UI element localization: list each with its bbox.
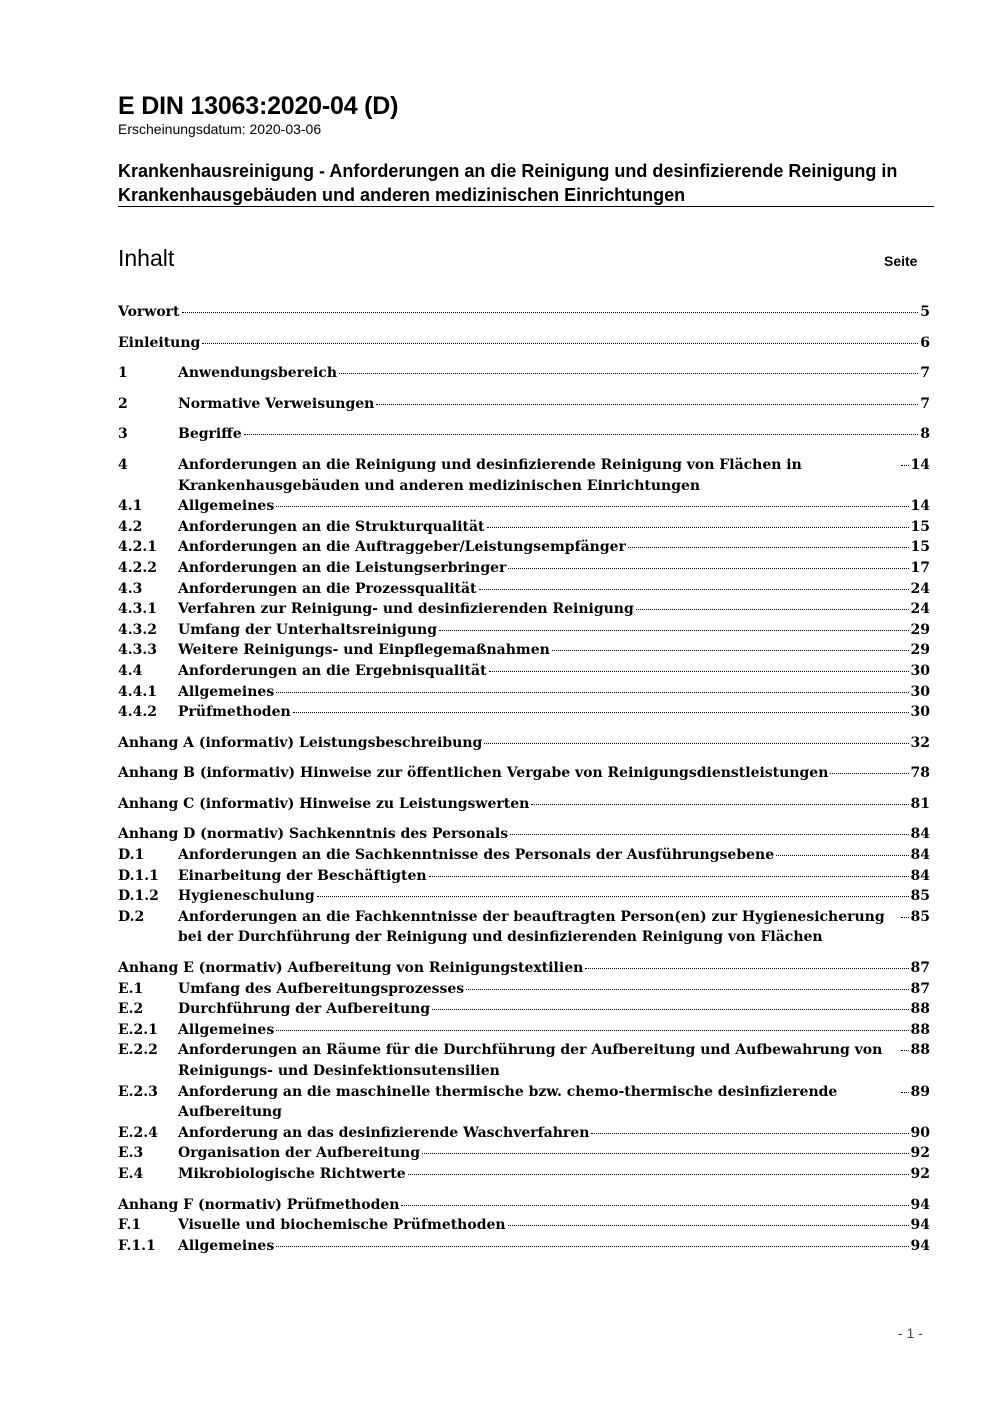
toc-dot-leader (293, 712, 909, 713)
toc-entry-page: 29 (910, 621, 930, 638)
toc-entry-title: Anforderungen an die Fachkenntnisse der beauftragten Person(en) zur Hygienesicherung bei der Durchführung der Reinigung und desinfizierenden Reinigung von Flächen (178, 908, 885, 946)
toc-entry-title: Weitere Reinigungs- und Einpflegemaßnahmen (178, 642, 550, 659)
toc-dot-leader (466, 989, 908, 990)
toc-entry[interactable] (118, 599, 930, 620)
toc-dot-leader (244, 434, 919, 435)
toc-entry-page: 7 (920, 395, 930, 412)
toc-entry[interactable] (118, 999, 930, 1020)
toc-entry-number: D.1.2 (118, 888, 159, 905)
publication-date: Erscheinungsdatum: 2020-03-06 (118, 121, 322, 137)
toc-dot-leader (552, 650, 909, 651)
toc-entry-page: 24 (910, 601, 930, 618)
toc-entry[interactable] (118, 537, 930, 558)
toc-dot-leader (591, 1133, 908, 1134)
toc-entry-page: 8 (920, 426, 930, 443)
toc-dot-leader (628, 547, 909, 548)
toc-entry-title: Allgemeines (178, 1021, 275, 1038)
toc-entry-page: 5 (920, 304, 930, 320)
toc-dot-leader (484, 743, 908, 744)
toc-entry-page: 15 (910, 539, 930, 556)
toc-dot-leader (339, 373, 918, 374)
toc-dot-leader (508, 568, 908, 569)
toc-entry-number: E.1 (118, 980, 144, 997)
toc-entry-number: 4.4.2 (118, 704, 157, 721)
toc-entry-number: 4.2 (118, 518, 143, 535)
toc-dot-leader (276, 1030, 908, 1031)
toc-dot-leader (531, 804, 908, 805)
toc-entry-title: Anforderungen an die Auftraggeber/Leistungsempfänger (178, 539, 626, 556)
toc-entry-title: Allgemeines (178, 683, 275, 700)
toc-entry[interactable] (118, 979, 930, 1000)
toc-entry[interactable] (118, 579, 930, 600)
toc-entry-title: Organisation der Aufbereitung (178, 1145, 420, 1162)
toc-entry[interactable] (118, 394, 930, 415)
toc-dot-leader (636, 609, 909, 610)
toc-dot-leader (585, 968, 908, 969)
toc-entry[interactable] (118, 682, 930, 703)
toc-entry-page: 94 (910, 1196, 930, 1213)
toc-dot-leader (182, 312, 919, 313)
toc-entry[interactable] (118, 517, 930, 538)
toc-entry[interactable] (118, 1236, 930, 1257)
toc-entry-page: 87 (910, 960, 930, 977)
toc-entry-number: 1 (118, 365, 128, 382)
toc-entry[interactable] (118, 1082, 930, 1123)
toc-entry-page: 88 (910, 1001, 930, 1018)
toc-entry-title: Umfang des Aufbereitungsprozesses (178, 980, 465, 997)
toc-entry-page: 84 (910, 867, 930, 884)
toc-entry[interactable] (118, 1123, 930, 1144)
toc-entry-number: 4.4.1 (118, 683, 157, 700)
toc-entry-title: Begriffe (178, 426, 242, 443)
toc-entry-title: Allgemeines (178, 498, 275, 515)
toc-dot-leader (508, 1225, 909, 1226)
page-number: - 1 - (898, 1325, 923, 1341)
toc-entry[interactable] (118, 794, 930, 815)
toc-entry-number: E.2 (118, 1001, 144, 1018)
toc-entry-page: 92 (910, 1145, 930, 1162)
toc-entry[interactable] (118, 866, 930, 887)
toc-entry[interactable] (118, 907, 930, 948)
toc-dot-leader (901, 465, 909, 466)
toc-entry-page: 14 (910, 456, 930, 473)
toc-entry-title: Anhang F (normativ) Prüfmethoden (118, 1196, 400, 1213)
toc-entry-page: 6 (920, 334, 930, 351)
toc-entry-number: E.2.1 (118, 1021, 158, 1038)
toc-entry-number: 4.2.1 (118, 539, 157, 556)
toc-entry-title: Einleitung (118, 334, 201, 351)
toc-entry[interactable] (118, 1020, 930, 1041)
toc-entry-title: Anforderungen an die Strukturqualität (178, 518, 485, 535)
toc-entry-page: 78 (910, 765, 930, 782)
toc-entry[interactable] (118, 1040, 930, 1081)
toc-entry-page: 17 (910, 559, 930, 576)
toc-dot-leader (479, 589, 909, 590)
toc-entry-title: Anhang B (informativ) Hinweise zur öffentlichen Vergabe von Reinigungsdienstleistungen (118, 765, 829, 782)
toc-entry[interactable] (118, 702, 930, 723)
toc-entry[interactable] (118, 1215, 930, 1236)
toc-entry-page: 85 (910, 888, 930, 905)
toc-entry[interactable] (118, 558, 930, 579)
toc-entry-page: 85 (910, 908, 930, 925)
toc-entry-number: D.1 (118, 847, 145, 864)
toc-dot-leader (276, 506, 908, 507)
toc-dot-leader (376, 404, 918, 405)
toc-entry-title: Einarbeitung der Beschäftigten (178, 867, 427, 884)
toc-dot-leader (776, 855, 908, 856)
toc-entry-page: 15 (910, 518, 930, 535)
toc-entry[interactable] (118, 620, 930, 641)
toc-dot-leader (422, 1153, 909, 1154)
toc-entry-number: 4 (118, 456, 128, 473)
toc-dot-leader (429, 876, 909, 877)
toc-entry-title: Allgemeines (178, 1237, 275, 1254)
toc-entry-page: 94 (910, 1217, 930, 1234)
toc-entry-number: 4.3 (118, 580, 143, 597)
toc-dot-leader (439, 630, 909, 631)
toc-dot-leader (901, 917, 909, 918)
toc-dot-leader (276, 692, 908, 693)
toc-entry-title: Anforderungen an die Reinigung und desinfizierende Reinigung von Flächen in Krankenhausgebäuden und anderen medizinischen Einrichtungen (178, 456, 802, 494)
toc-entry[interactable] (118, 424, 930, 445)
toc-entry-page: 92 (910, 1165, 930, 1182)
toc-entry-number: F.1.1 (118, 1237, 156, 1254)
toc-entry-number: 4.1 (118, 498, 143, 515)
toc-entry-number: 4.2.2 (118, 559, 157, 576)
toc-entry-number: 4.3.2 (118, 621, 157, 638)
toc-entry-page: 14 (910, 498, 930, 515)
toc-entry-title: Durchführung der Aufbereitung (178, 1001, 431, 1018)
toc-entry-title: Anforderungen an die Sachkenntnisse des Personals der Ausführungsebene (178, 847, 775, 864)
toc-entry[interactable] (118, 845, 930, 866)
toc-entry-number: 3 (118, 426, 128, 443)
toc-entry-title: Anforderungen an die Prozessqualität (178, 580, 477, 597)
toc-entry-title: Visuelle und biochemische Prüfmethoden (178, 1217, 506, 1234)
toc-entry-title: Anhang E (normativ) Aufbereitung von Reinigungstextilien (118, 960, 584, 977)
toc-dot-leader (317, 896, 909, 897)
toc-entry-title: Anforderungen an die Ergebnisqualität (178, 662, 487, 679)
table-of-contents (118, 302, 930, 1256)
toc-entry-page: 30 (910, 683, 930, 700)
toc-entry[interactable] (118, 302, 930, 323)
toc-entry-page: 84 (910, 826, 930, 843)
toc-entry-number: E.2.4 (118, 1124, 158, 1141)
toc-entry-page: 94 (910, 1237, 930, 1254)
toc-entry-title: Vorwort (118, 304, 180, 320)
toc-entry-number: 4.4 (118, 662, 143, 679)
toc-entry-number: 2 (118, 395, 128, 412)
toc-entry[interactable] (118, 640, 930, 661)
toc-dot-leader (487, 527, 909, 528)
toc-entry[interactable] (118, 886, 930, 907)
toc-entry-title: Anhang D (normativ) Sachkenntnis des Personals (118, 826, 509, 843)
toc-entry-title: Verfahren zur Reinigung- und desinfizierenden Reinigung (178, 601, 634, 618)
toc-entry-title: Normative Verweisungen (178, 395, 375, 412)
toc-entry-page: 84 (910, 847, 930, 864)
toc-entry[interactable] (118, 1143, 930, 1164)
toc-entry-title: Hygieneschulung (178, 888, 315, 905)
toc-dot-leader (408, 1174, 909, 1175)
toc-entry-number: D.1.1 (118, 867, 159, 884)
toc-entry-title: Anhang A (informativ) Leistungsbeschreibung (118, 734, 483, 751)
toc-entry[interactable] (118, 958, 930, 979)
toc-entry-number: 4.3.3 (118, 642, 157, 659)
toc-entry-title: Mikrobiologische Richtwerte (178, 1165, 406, 1182)
document-code: E DIN 13063:2020-04 (D) (118, 92, 399, 120)
toc-entry-page: 32 (910, 734, 930, 751)
toc-entry-page: 81 (910, 795, 930, 812)
toc-entry-page: 88 (910, 1021, 930, 1038)
page-column-heading: Seite (884, 253, 918, 269)
title-divider (118, 206, 934, 207)
toc-entry-page: 88 (910, 1042, 930, 1059)
toc-dot-leader (432, 1009, 908, 1010)
toc-dot-leader (202, 343, 918, 344)
toc-dot-leader (830, 773, 908, 774)
toc-entry-title: Prüfmethoden (178, 704, 291, 721)
toc-dot-leader (510, 834, 908, 835)
contents-heading: Inhalt (118, 245, 175, 271)
toc-entry-page: 30 (910, 704, 930, 721)
toc-entry-title: Anforderungen an Räume für die Durchführung der Aufbereitung und Aufbewahrung von Reinigungs- und Desinfektionsutensilien (178, 1042, 883, 1079)
toc-dot-leader (489, 671, 909, 672)
toc-entry[interactable] (118, 733, 930, 754)
toc-entry[interactable] (118, 496, 930, 517)
toc-entry-title: Anforderungen an die Leistungserbringer (178, 559, 507, 576)
toc-entry-number: F.1 (118, 1217, 142, 1234)
toc-dot-leader (901, 1050, 909, 1051)
toc-entry[interactable] (118, 661, 930, 682)
toc-entry[interactable] (118, 1195, 930, 1216)
toc-entry[interactable] (118, 763, 930, 784)
document-title: Krankenhausreinigung - Anforderungen an die Reinigung und desinfizierende Reinigung in Krankenhausgebäuden und anderen medizinischen Einrichtungen (118, 161, 898, 205)
toc-entry[interactable] (118, 363, 930, 384)
toc-entry-page: 7 (920, 365, 930, 382)
toc-entry[interactable] (118, 333, 930, 354)
toc-entry-number: D.2 (118, 908, 145, 925)
toc-entry-page: 24 (910, 580, 930, 597)
toc-entry-page: 30 (910, 662, 930, 679)
toc-entry-page: 90 (910, 1124, 930, 1141)
toc-entry-title: Anhang C (informativ) Hinweise zu Leistungswerten (118, 795, 530, 812)
toc-entry-number: E.4 (118, 1165, 144, 1182)
toc-dot-leader (276, 1246, 908, 1247)
toc-entry[interactable] (118, 455, 930, 496)
toc-entry-number: E.2.2 (118, 1042, 158, 1059)
toc-entry-number: E.2.3 (118, 1083, 158, 1100)
toc-entry-page: 89 (910, 1083, 930, 1100)
toc-entry-number: E.3 (118, 1145, 144, 1162)
toc-entry-page: 87 (910, 980, 930, 997)
toc-entry-title: Anforderung an die maschinelle thermische bzw. chemo-thermische desinfizierende Aufbereitung (178, 1083, 838, 1121)
toc-entry[interactable] (118, 824, 930, 845)
toc-dot-leader (901, 1092, 909, 1093)
toc-entry-number: 4.3.1 (118, 601, 157, 618)
toc-entry-title: Anforderung an das desinfizierende Waschverfahren (178, 1124, 590, 1141)
toc-entry[interactable] (118, 1164, 930, 1185)
toc-dot-leader (401, 1205, 908, 1206)
toc-entry-title: Anwendungsbereich (178, 365, 337, 382)
toc-entry-title: Umfang der Unterhaltsreinigung (178, 621, 437, 638)
toc-entry-page: 29 (910, 642, 930, 659)
